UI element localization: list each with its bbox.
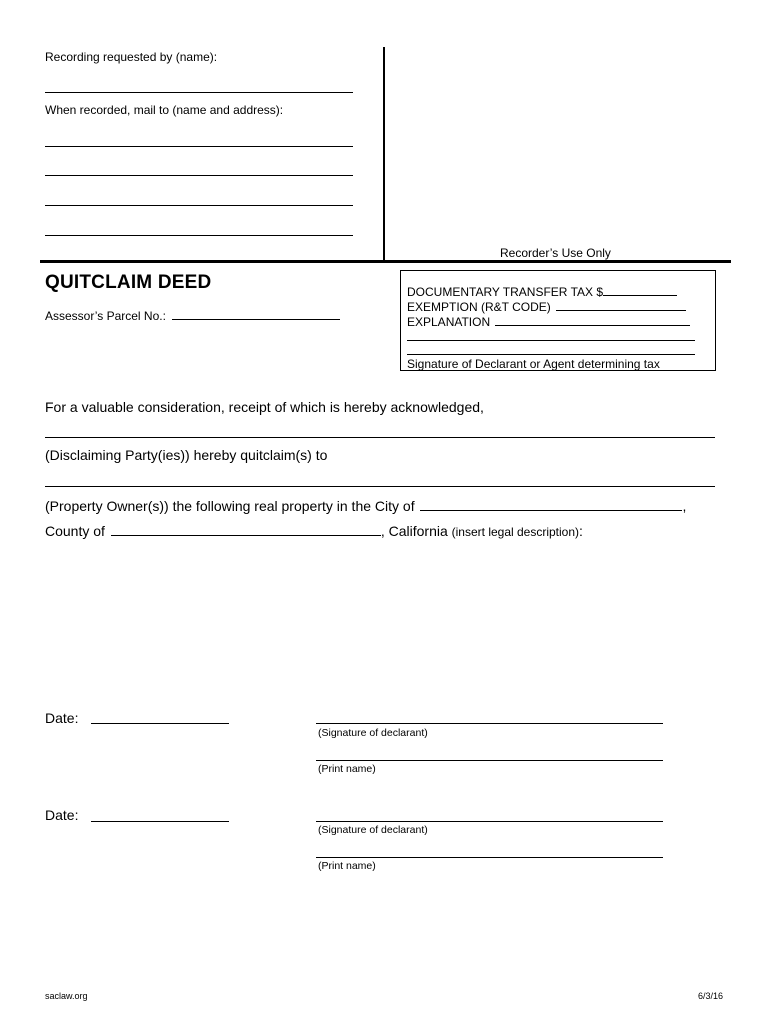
- disclaiming-text: (Disclaiming Party(ies)) hereby quitclaim(s) to: [45, 447, 328, 463]
- recorder-divider: [383, 47, 385, 261]
- recording-requested-label: Recording requested by (name):: [45, 50, 218, 64]
- explanation-label: EXPLANATION: [407, 315, 491, 329]
- footer-revision-date: 6/3/16: [698, 991, 724, 1001]
- document-title: QUITCLAIM DEED: [45, 272, 212, 293]
- city-field[interactable]: [420, 497, 682, 511]
- tax-signature-line[interactable]: [407, 354, 695, 355]
- disclaiming-field[interactable]: [45, 486, 715, 487]
- transfer-tax-field[interactable]: [603, 283, 677, 296]
- property-owner-row: [45, 497, 686, 514]
- print-name-line-2[interactable]: [316, 857, 663, 858]
- exemption-row: [407, 298, 686, 314]
- date-field-1[interactable]: [91, 723, 229, 724]
- recording-requested-field[interactable]: [45, 92, 353, 93]
- legal-description-note: (insert legal description): [451, 525, 580, 539]
- consideration-field[interactable]: [45, 437, 715, 438]
- exemption-label: EXEMPTION (R&T CODE): [407, 300, 551, 314]
- signature-caption-2: (Signature of declarant): [318, 824, 428, 836]
- print-name-line-1[interactable]: [316, 760, 663, 761]
- exemption-field[interactable]: [556, 298, 686, 311]
- county-label: County of: [45, 523, 105, 539]
- signature-caption-1: (Signature of declarant): [318, 727, 428, 739]
- assessor-parcel-row: [45, 307, 340, 323]
- recorders-use-only-label: Recorder’s Use Only: [500, 246, 611, 260]
- tax-signature-caption: Signature of Declarant or Agent determining tax: [407, 357, 660, 371]
- explanation-line-2[interactable]: [407, 340, 695, 341]
- signature-line-2[interactable]: [316, 821, 663, 822]
- property-owner-text: (Property Owner(s)) the following real property in the City of: [45, 498, 415, 514]
- assessor-parcel-field[interactable]: [172, 307, 340, 320]
- print-name-caption-1: (Print name): [318, 763, 376, 775]
- transfer-tax-label: DOCUMENTARY TRANSFER TAX $: [407, 285, 604, 299]
- city-comma: ,: [682, 498, 687, 514]
- legal-description-colon: :: [579, 523, 583, 539]
- signature-line-1[interactable]: [316, 723, 663, 724]
- header-rule: [40, 260, 731, 263]
- consideration-text: For a valuable consideration, receipt of which is hereby acknowledged,: [45, 399, 484, 415]
- date-label-1: Date:: [45, 710, 79, 726]
- mail-to-line-3[interactable]: [45, 205, 353, 206]
- transfer-tax-row: [407, 283, 677, 299]
- county-field[interactable]: [111, 522, 381, 536]
- assessor-parcel-label: Assessor’s Parcel No.:: [45, 309, 166, 323]
- mail-to-line-2[interactable]: [45, 175, 353, 176]
- county-suffix: , California: [380, 523, 448, 539]
- mail-to-label: When recorded, mail to (name and address):: [45, 103, 284, 117]
- explanation-field[interactable]: [495, 313, 690, 326]
- county-row: [45, 522, 583, 539]
- date-label-2: Date:: [45, 807, 79, 823]
- print-name-caption-2: (Print name): [318, 860, 376, 872]
- explanation-row: [407, 313, 690, 329]
- date-field-2[interactable]: [91, 821, 229, 822]
- mail-to-line-1[interactable]: [45, 146, 353, 147]
- mail-to-line-4[interactable]: [45, 235, 353, 236]
- transfer-tax-box: [400, 270, 716, 371]
- footer-site: saclaw.org: [45, 991, 88, 1001]
